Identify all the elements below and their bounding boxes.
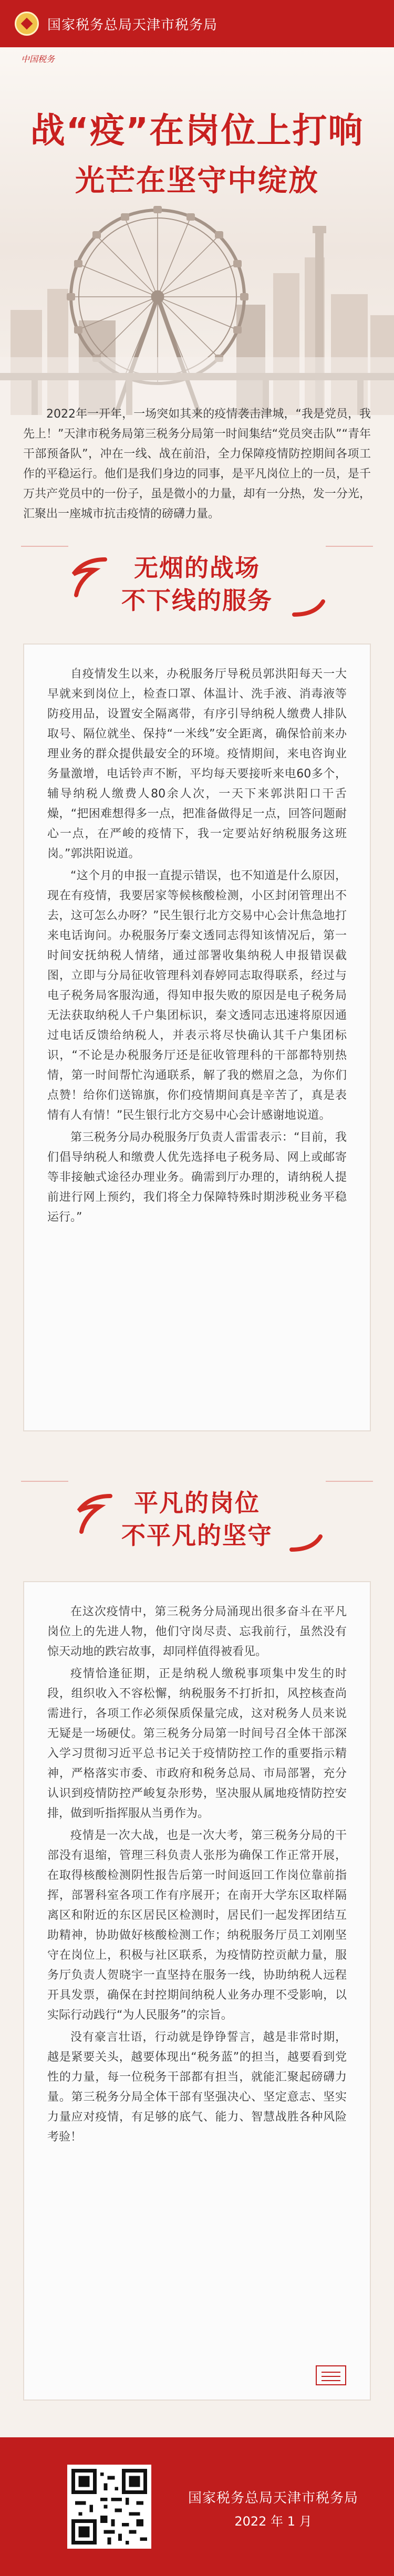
tax-emblem-icon [15, 12, 39, 36]
section-2-title-line-2: 不平凡的坚守 [121, 1521, 273, 1550]
city-skyline-illustration [0, 200, 394, 415]
section-2-title-line-1: 平凡的岗位 [134, 1489, 260, 1517]
footer-org-name: 国家税务总局天津市税务局 [188, 2490, 358, 2506]
hero-title-line-2: 光芒在坚守中绽放 [75, 164, 319, 198]
section-2-paragraph: 疫情恰逢征期，正是纳税人缴税事项集中发生的时段，组织收入不容松懈，纳税服务不打折扣，风控核查尚需进行，各项工作必须保质保量完成，这对税务人员来说无疑是一场硬仗。第三税务分局第一时间号召全体干部深入学习贯彻习近平总书记关于疫情防控工作的重要指示精神，严格落实市委、市政府和税务总局、市局部署，充分认识到疫情防控严峻复杂形势，坚决服从属地疫情防控安排，做到听指挥服从当勇作为。 [47, 1667, 347, 1820]
section-1-paragraph: 第三税务分局办税服务厅负责人雷雷表示：“目前，我们倡导纳税人和缴费人优先选择电子税务局、网上或邮寄等非接触式途径办理业务。确需到厅办理的，请纳税人提前进行网上预约，我们将全力保障特殊时期涉税业务平稳运行。” [47, 1131, 347, 1224]
hero-title-line-1: 战“疫”在岗位上打响 [30, 110, 364, 151]
intro-text: 2022年一开年，一场突如其来的疫情袭击津城，“我是党员，我先上！”天津市税务局第三税务分局第一时间集结“党员突击队”“青年干部预备队”，冲在一线、战在前沿，全力保障疫情防控期间各项工作的平稳运行。他们是我们身边的同事，是平凡岗位上的一员，是千万共产党员中的一份子，虽是微小的力量，却有一分热，发一分光，汇聚出一座城市抗击疫情的磅礴力量。 [23, 408, 371, 521]
top-banner [0, 0, 394, 47]
qr-code-icon[interactable] [67, 2465, 151, 2549]
section-2-card [23, 1581, 371, 2401]
section-2-paragraph: 没有豪言壮语，行动就是铮铮誓言，越是非常时期，越是紧要关头，越要体现出“税务蓝”的担当，越要看到党性的力量，每一位税务干部都有担当，就能汇聚起磅礴力量。第三税务分局全体干部有坚强决心、坚定意志、坚实力量应对疫情，有足够的底气、能力、智慧战胜各种风险考验！ [47, 2031, 347, 2144]
section-1-paragraph: 自疫情发生以来，办税服务厅导税员郭洪阳每天一大早就来到岗位上，检查口罩、体温计、洗手液、消毒液等防疫用品，设置安全隔离带，有序引导纳税人缴费人排队取号、隔位就坐、保持“一米线”安全距离，确保恰前来办理业务的群众提供最安全的环境。疫情期间，来电咨询业务量激增，电话铃声不断，平均每天要接听来电60多个，辅导纳税人缴费人80余人次，一天下来郭洪阳口干舌燥，“把困难想得多一点，把准备做得足一点，回答问题耐心一点，在严峻的疫情下，我一定要站好纳税服务这班岗。”郭洪阳说道。 [47, 668, 347, 860]
seal-logo [21, 53, 55, 65]
section-1-title-line-2: 不下线的服务 [121, 586, 273, 615]
header-org-name: 国家税务总局天津市税务局 [47, 17, 218, 33]
section-2-header [0, 1471, 394, 1571]
section-2-paragraph: 疫情是一次大战，也是一次大考，第三税务分局的干部没有退缩，管理三科负责人张彤为确保工作正常开展，在取得核酸检测阴性报告后第一时间返回工作岗位靠前指挥，部署科室各项工作有序展开；在南开大学东区取样隔离区和附近的东区居民区检测时，居民们一起发挥团结互助精神，协助做好核酸检测工作；纳税服务厅员工刘刚坚守在岗位上，积极与社区联系，为疫情防控贡献力量，服务厅负责人贺晓宇一直坚持在服务一线，协助纳税人远程开具发票，确保在封控期间纳税人业务办理不受影响，以实际行动践行“为人民服务”的宗旨。 [47, 1829, 347, 2022]
footer [0, 2437, 394, 2576]
section-2-paragraph: 在这次疫情中，第三税务分局涌现出很多奋斗在平凡岗位上的先进人物，他们守岗尽责、忘我前行，虽然没有惊天动地的跌宕故事，却同样值得被看见。 [47, 1605, 347, 1658]
seal-text: 中国税务 [21, 54, 55, 64]
section-1-header [0, 536, 394, 636]
section-1-paragraph: “这个月的申报一直提示错误，也不知道是什么原因，现在有疫情，我要居家等候核酸检测，小区封闭管理出不去，这可怎么办呀？”民生银行北方交易中心会计焦急地打来电话询问。办税服务厅秦文透同志得知该情况后，第一时间安抚纳税人情绪，通过部署收集纳税人申报错误截图，立即与分局征收管理科刘春婷同志取得联系，经过与电子税务局客服沟通，得知申报失败的原因是电子税务局无法获取纳税人千户集团标识，秦文透同志迅速将原因通过电话反馈给纳税人，并表示将尽快确认其千户集团标识，“不论是办税服务厅还是征收管理科的干部都特别热情，第一时间帮忙沟通联系，解了我的燃眉之急，为你们点赞！给你们送锦旗，你们疫情期间真是辛苦了，真是表情有人有情！”民生银行北方交易中心会计感谢地说道。 [47, 869, 347, 1122]
section-1-title-line-1: 无烟的战场 [134, 554, 260, 582]
section-1-card [23, 643, 371, 1431]
hero-section [0, 47, 394, 415]
footer-date: 2022 年 1 月 [234, 2514, 312, 2529]
intro-paragraph [23, 404, 371, 524]
seal-stamp-icon [315, 2365, 347, 2386]
